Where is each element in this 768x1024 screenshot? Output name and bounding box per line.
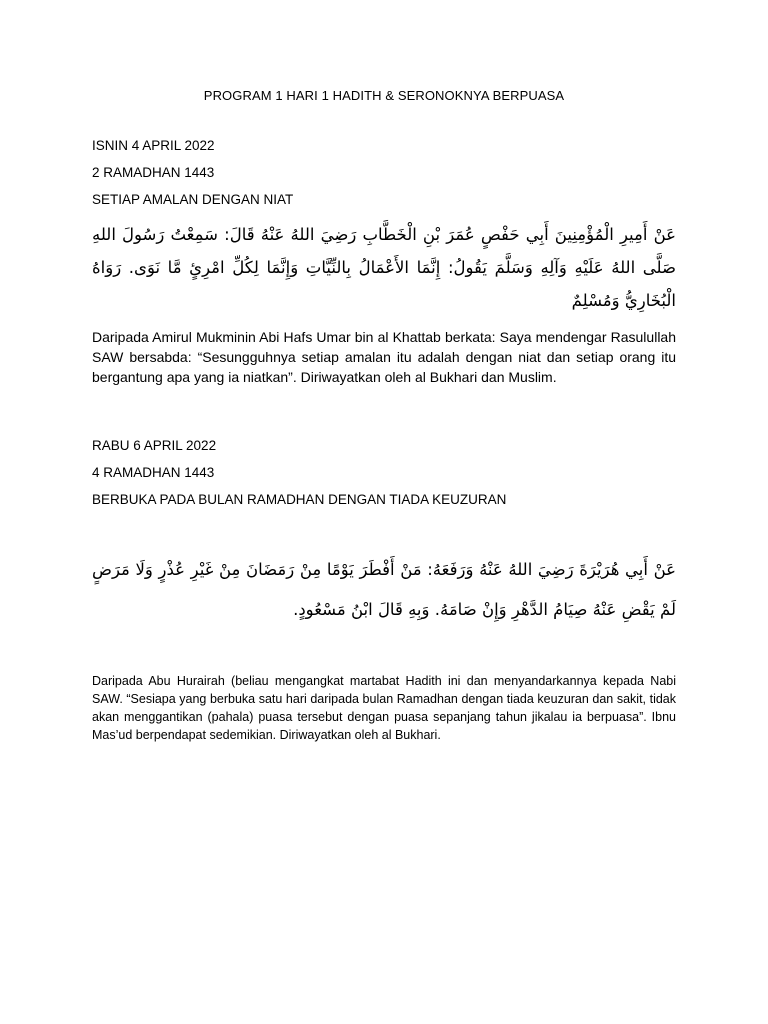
entry-day: ISNIN 4 APRIL 2022 (92, 138, 215, 153)
document-title: PROGRAM 1 HARI 1 HADITH & SERONOKNYA BERPUASA (203, 88, 565, 103)
entry-topic: SETIAP AMALAN DENGAN NIAT (92, 192, 294, 207)
hadith-translation: Daripada Abu Hurairah (beliau mengangkat martabat Hadith ini dan menyandarkannya kepada Nabi SAW. “Sesiapa yang berbuka satu hari daripada bulan Ramadhan dengan tiada keuzuran dan sakit, tidak akan menggantikan (pahala) puasa tersebut dengan puasa sepanjang tahun jikalau ia berpuasa”. Ibnu Mas’ud berpendapat sedemikian. Diriwayatkan oleh al Bukhari. (92, 674, 676, 742)
arabic-hadith-text: عَنْ أَبِي هُرَيْرَةَ رَضِيَ اللهُ عَنْهُ وَرَفَعَهُ: مَنْ أَفْطَرَ يَوْمًا مِنْ رَمَضَانَ مِنْ غَيْرِ عُذْرٍ وَلَا مَرَضٍ لَمْ يَقْضِ عَنْهُ صِيَامُ الدَّهْرِ وَإِنْ صَامَهُ. وَبِهِ قَالَ ابْنُ مَسْعُودٍ. (92, 560, 676, 619)
arabic-hadith-text: عَنْ أَمِيرِ الْمُؤْمِنِينَ أَبِي حَفْصٍ عُمَرَ بْنِ الْخَطَّابِ رَضِيَ اللهُ عَنْهُ قَالَ: سَمِعْتُ رَسُولَ اللهِ صَلَّى اللهُ عَلَيْهِ وَآلِهِ وَسَلَّمَ يَقُولُ: إِنَّمَا الأَعْمَالُ بِالنِّيَّاتِ وَإِنَّمَا لِكُلِّ امْرِئٍ مَّا نَوَى. رَوَاهُ الْبُخَارِيُّ وَمُسْلِمٌ (92, 225, 676, 310)
entry-hijri-date: 2 RAMADHAN 1443 (92, 165, 215, 180)
entry-topic: BERBUKA PADA BULAN RAMADHAN DENGAN TIADA KEUZURAN (92, 492, 507, 507)
hadith-translation: Daripada Amirul Mukminin Abi Hafs Umar bin al Khattab berkata: Saya mendengar Rasulullah SAW bersabda: “Sesungguhnya setiap amalan itu adalah dengan niat dan setiap orang itu bergantung apa yang ia niatkan”. Diriwayatkan oleh al Bukhari dan Muslim. (92, 329, 676, 385)
entry-day: RABU 6 APRIL 2022 (92, 438, 217, 453)
entry-hijri-date: 4 RAMADHAN 1443 (92, 465, 215, 480)
